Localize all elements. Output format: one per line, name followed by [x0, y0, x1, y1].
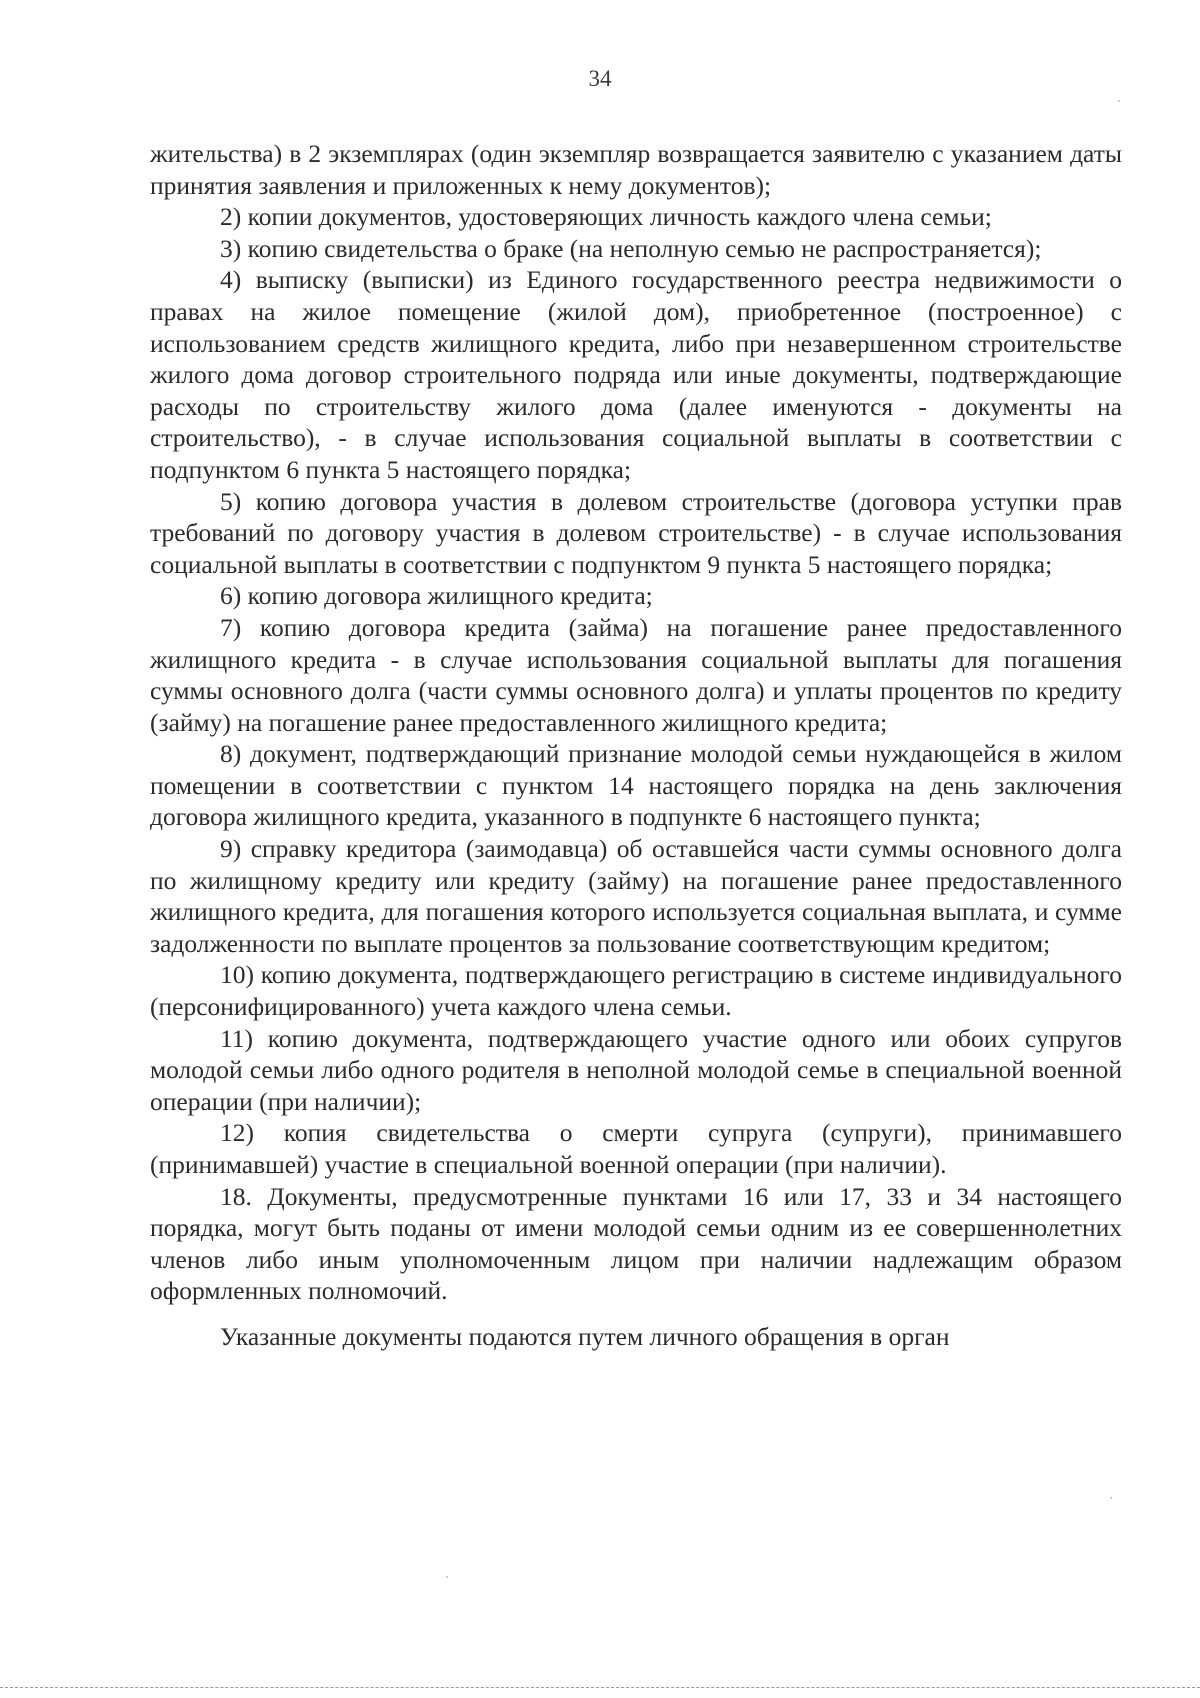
page-number: 34: [588, 66, 612, 91]
paragraph-clause-18: 18. Документы, предусмотренные пунктами 16 или 17, 33 и 34 настоящего порядка, могут быть поданы от имени молодой семьи одним из ее совершеннолетних членов либо иным уполномоченным лицом при наличии надлежащим образом оформленных полномочий.: [150, 1181, 1122, 1306]
paragraph-item-12: 12) копия свидетельства о смерти супруга (супруги), принимавшего (принимавшей) участие в специальной военной операции (при наличии).: [150, 1118, 1122, 1179]
paragraph-item-2: 2) копии документов, удостоверяющих личность каждого члена семьи;: [220, 202, 992, 232]
scan-speck: [1110, 1497, 1112, 1499]
paragraph-item-9: 9) справку кредитора (заимодавца) об оставшейся части суммы основного долга по жилищному кредиту или кредиту (займу) на погашение ранее предоставленного жилищного кредита, для погашения которого используется социальная выплата, и сумме задолженности по выплате процентов за пользование соответствующим кредитом;: [150, 834, 1122, 958]
paragraph-item-5: 5) копию договора участия в долевом строительстве (договора уступки прав требований по договору участия в долевом строительстве) - в случае использования социальной выплаты в соответствии с подпунктом 9 пункта 5 настоящего порядка;: [150, 486, 1122, 579]
document-body: [150, 138, 1122, 1353]
paragraph-item-4: 4) выписку (выписки) из Единого государственного реестра недвижимости о правах на жилое помещение (жилой дом), приобретенное (построенное) с использованием средств жилищного кредита, либо при незавершенном строительстве жилого дома договор строительного подряда или иные документы, подтверждающие расходы по строительству жилого дома (далее именуются - документы на строительство), - в случае использования социальной выплаты в соответствии с подпунктом 6 пункта 5 настоящего порядка;: [150, 265, 1122, 484]
paragraph-item-7: 7) копию договора кредита (займа) на погашение ранее предоставленного жилищного кредита - в случае использования социальной выплаты для погашения суммы основного долга (части суммы основного долга) и уплаты процентов по кредиту (займу) на погашение ранее предоставленного жилищного кредита;: [150, 612, 1122, 737]
paragraph-submission: Указанные документы подаются путем личного обращения в орган: [220, 1321, 950, 1351]
scan-speck: [446, 1576, 448, 1578]
paragraph-item-6: 6) копию договора жилищного кредита;: [220, 581, 653, 611]
scan-edge-line: [0, 1687, 1200, 1688]
paragraph-item-3: 3) копию свидетельства о браке (на неполную семью не распространяется);: [220, 233, 1042, 263]
scan-speck: [1118, 100, 1120, 102]
paragraph-item-10: 10) копию документа, подтверждающего регистрацию в системе индивидуального (персонифицированного) учета каждого члена семьи.: [150, 960, 1122, 1022]
paragraph-residence-continuation: жительства) в 2 экземплярах (один экземпляр возвращается заявителю с указанием даты принятия заявления и приложенных к нему документов);: [150, 139, 1122, 200]
paragraph-item-11: 11) копию документа, подтверждающего участие одного или обоих супругов молодой семьи либо одного родителя в неполной молодой семье в специальной военной операции (при наличии);: [150, 1023, 1122, 1116]
paragraph-item-8: 8) документ, подтверждающий признание молодой семьи нуждающейся в жилом помещении в соответствии с пунктом 14 настоящего порядка на день заключения договора жилищного кредита, указанного в подпункте 6 настоящего пункта;: [150, 739, 1122, 832]
